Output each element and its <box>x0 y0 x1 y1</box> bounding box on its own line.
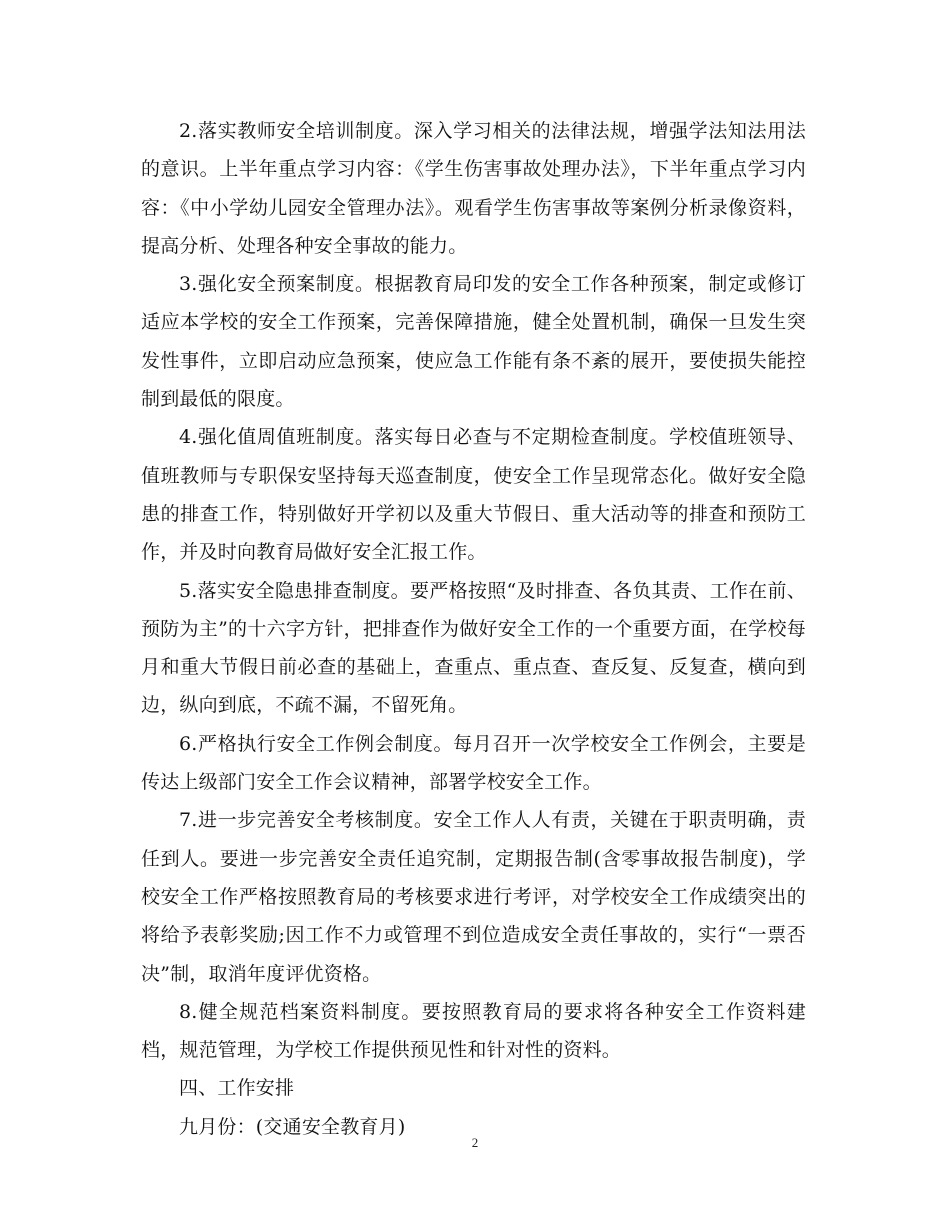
paragraph-safety-assessment: 7.进一步完善安全考核制度。安全工作人人有责，关键在于职责明确，责任到人。要进一步完善安全责任追究制，定期报告制(含零事故报告制度)，学校安全工作严格按照教育局的考核要求进行考评，对学校安全工作成绩突出的将给予表彰奖励;因工作不力或管理不到位造成安全责任事故的，实行“一票否决”制，取消年度评优资格。 <box>141 809 806 985</box>
paragraph-teacher-training: 2.落实教师安全培训制度。深入学习相关的法律法规，增强学法知法用法的意识。上半年重点学习内容：《学生伤害事故处理办法》，下半年重点学习内容：《中小学幼儿园安全管理办法》。观看学生伤害事故等案例分析录像资料，提高分析、处理各种安全事故的能力。 <box>141 120 806 257</box>
paragraph-september-plan: 九月份：(交通安全教育月) <box>179 1115 406 1138</box>
paragraph-duty-shift: 4.强化值周值班制度。落实每日必查与不定期检查制度。学校值班领导、值班教师与专职保安坚持每天巡查制度，使安全工作呈现常态化。做好安全隐患的排查工作，特别做好开学初以及重大节假日、重大活动等的排查和预防工作，并及时向教育局做好安全汇报工作。 <box>141 426 806 564</box>
paragraph-hazard-inspection: 5.落实安全隐患排查制度。要严格按照“及时排查、各负其责、工作在前、预防为主”的十六字方针，把排查作为做好安全工作的一个重要方面，在学校每月和重大节假日前必查的基础上，查重点、重点查、查反复、反复查，横向到边，纵向到底，不疏不漏，不留死角。 <box>141 579 806 717</box>
paragraph-emergency-plan: 3.强化安全预案制度。根据教育局印发的安全工作各种预案，制定或修订适应本学校的安全工作预案，完善保障措施，健全处置机制，确保一旦发生突发性事件，立即启动应急预案，使应急工作能有条不紊的展开，要使损失能控制到最低的限度。 <box>141 273 806 411</box>
paragraph-archive-management: 8.健全规范档案资料制度。要按照教育局的要求将各种安全工作资料建档，规范管理，为学校工作提供预见性和针对性的资料。 <box>141 1000 806 1062</box>
page-number: 2 <box>471 1135 479 1150</box>
section-heading-work-arrangement: 四、工作安排 <box>179 1077 295 1100</box>
document-body <box>141 112 806 1146</box>
paragraph-safety-meeting: 6.严格执行安全工作例会制度。每月召开一次学校安全工作例会，主要是传达上级部门安全工作会议精神，部署学校安全工作。 <box>141 732 806 794</box>
